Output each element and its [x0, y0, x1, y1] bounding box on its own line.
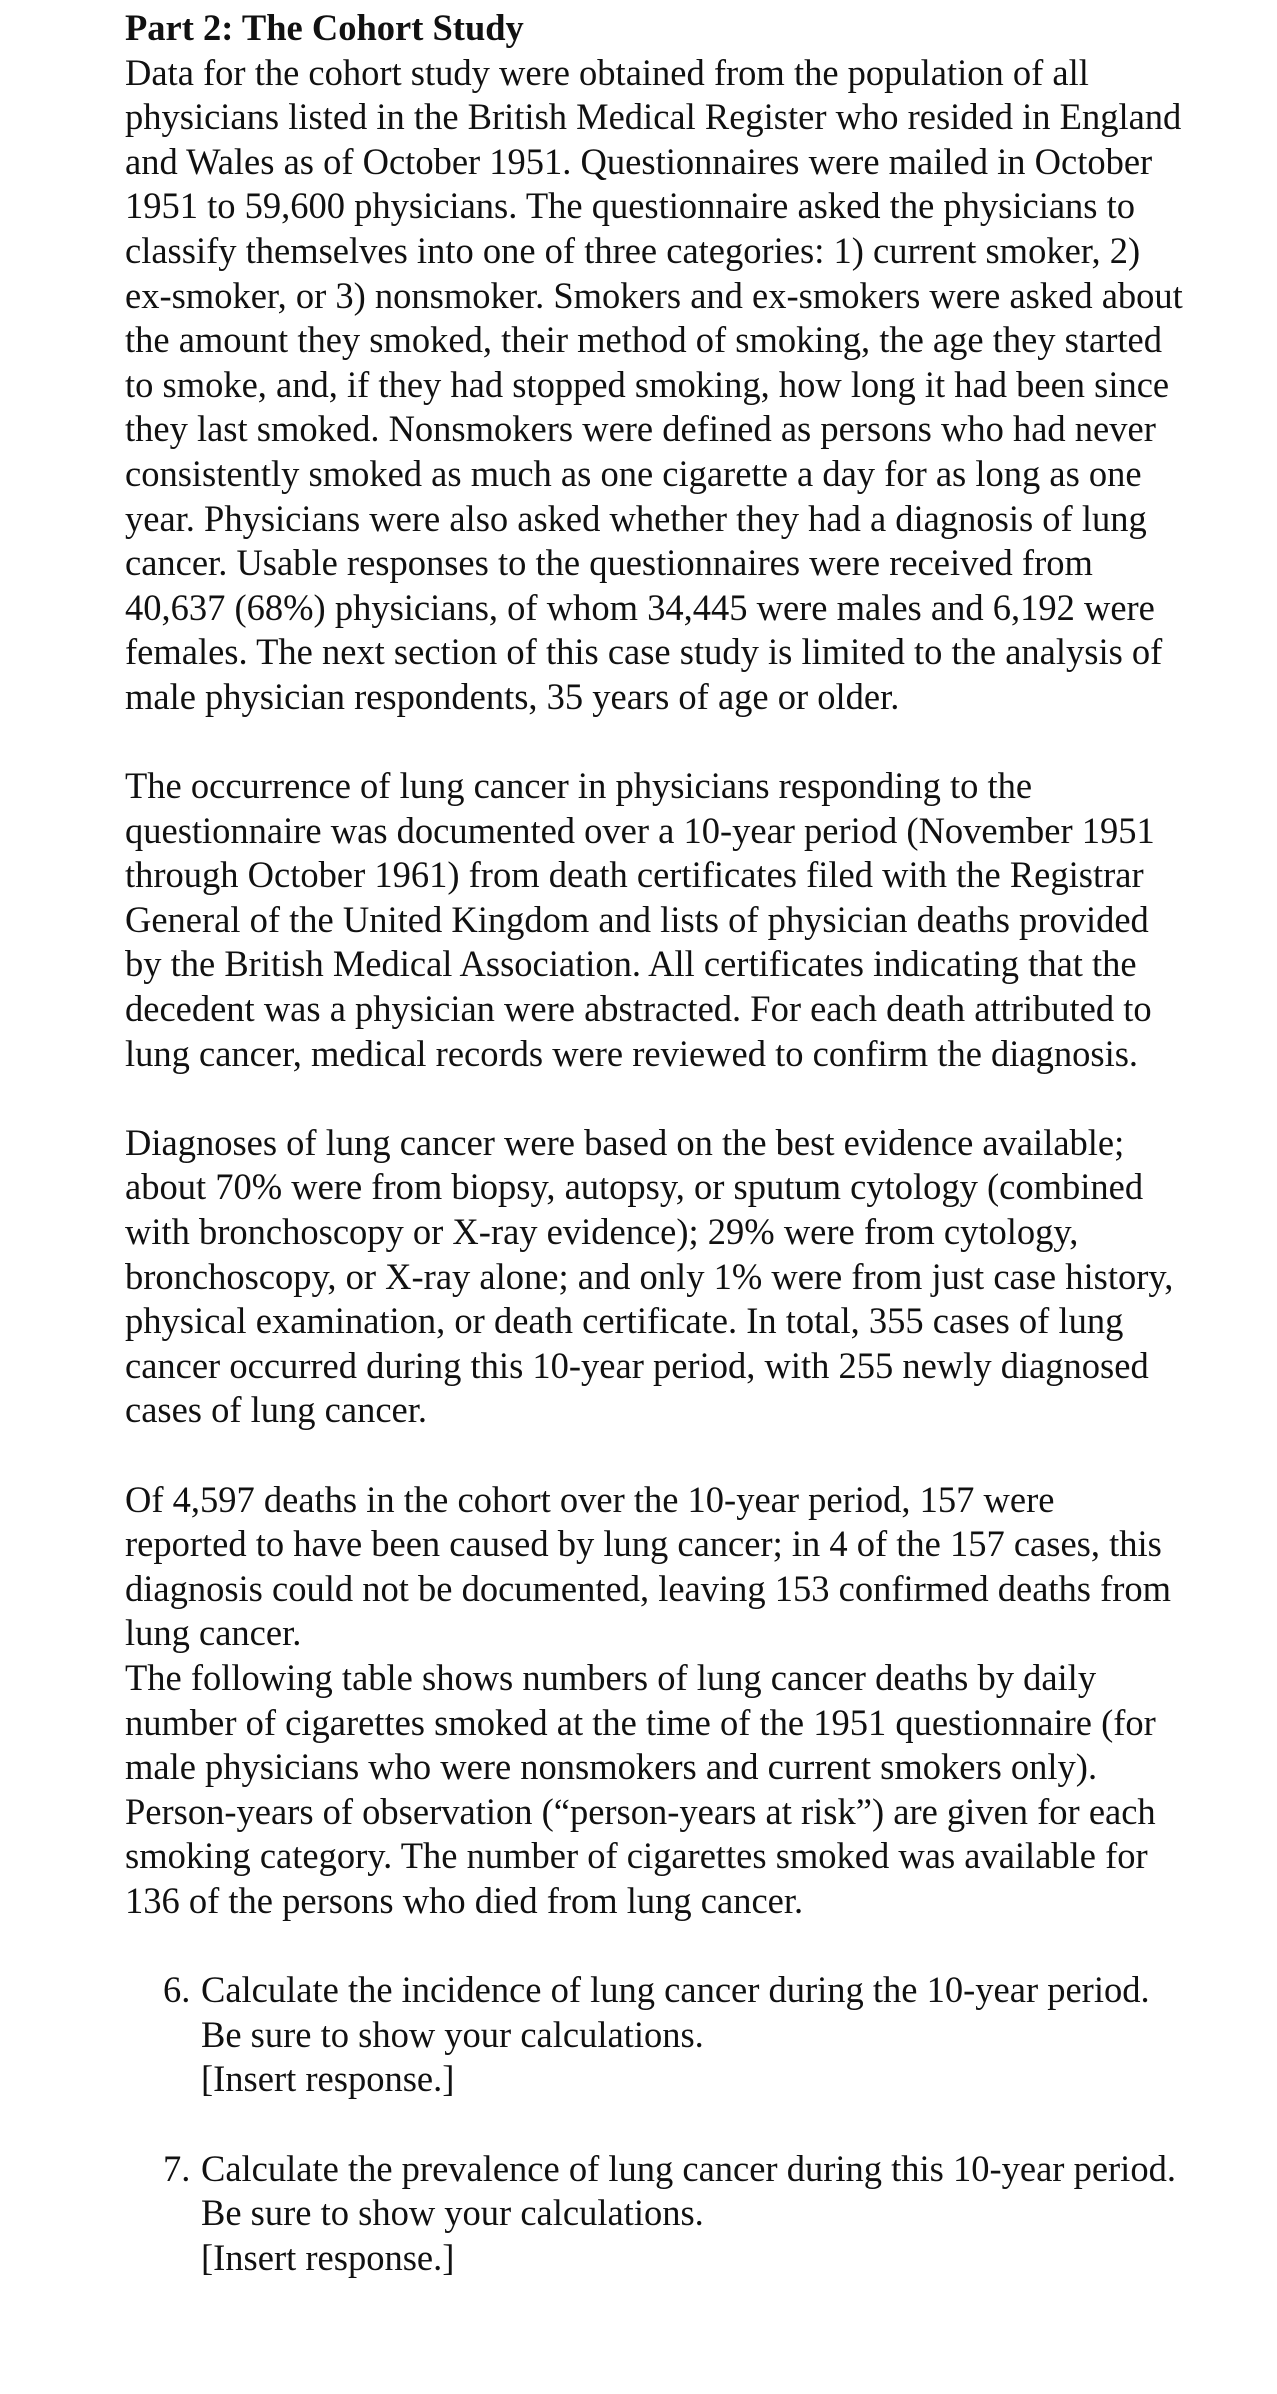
question-text: Calculate the incidence of lung cancer during the 10-year period. Be sure to show your calculations. — [201, 1969, 1150, 2055]
paragraph-lung-cancer-occurrence: The occurrence of lung cancer in physicians responding to the questionnaire was documented over a 10-year period (November 1951 through October 1961) from death certificates filed with the Registrar General of the United Kingdom and lists of physician deaths provided by the British Medical Association. All certificates indicating that the decedent was a physician were abstracted. For each death attributed to lung cancer, medical records were reviewed to confirm the diagnosis. — [125, 765, 1155, 1074]
question-text: Calculate the prevalence of lung cancer during this 10-year period. Be sure to show your calculations. — [201, 2147, 1176, 2234]
response-placeholder[interactable]: [Insert response.] — [201, 2058, 455, 2100]
paragraph-deaths: Of 4,597 deaths in the cohort over the 10-year period, 157 were reported to have been caused by lung cancer; in 4 of the 157 cases, this diagnosis could not be documented, leaving 153 confirmed deaths from lung cancer. — [125, 1478, 1172, 1654]
question-list — [125, 1968, 1185, 2280]
question-item — [163, 1968, 1185, 2102]
question-number: 7. — [163, 2147, 191, 2189]
response-placeholder[interactable]: [Insert response.] — [201, 2236, 455, 2278]
paragraph-data-collection: Data for the cohort study were obtained from the population of all physicians listed in the British Medical Register who resided in England and Wales as of October 1951. Questionnaires were mailed in October 1951 to 59,600 physicians. The questionnaire asked the physicians to classify themselves into one of three categories: 1) current smoker, 2) ex-smoker, or 3) nonsmoker. Smokers and ex-smokers were asked about the amount they smoked, their method of smoking, the age they started to smoke, and, if they had stopped smoking, how long it had been since they last smoked. Nonsmokers were defined as persons who had never consistently smoked as much as one cigarette a day for as long as one year. Physicians were also asked whether they had a diagnosis of lung cancer. Usable responses to the questionnaires were received from 40,637 (68%) physicians, of whom 34,445 were males and 6,192 were females. The next section of this case study is limited to the analysis of male physician respondents, 35 years of age or older. — [125, 51, 1183, 717]
question-item — [163, 2147, 1185, 2281]
paragraph-table-description: The following table shows numbers of lung cancer deaths by daily number of cigarettes smoked at the time of the 1951 questionnaire (for male physicians who were nonsmokers and current smokers only). Person-years of observation (“person-years at risk”) are given for each smoking category. The number of cigarettes smoked was available for 136 of the persons who died from lung cancer. — [125, 1656, 1156, 1921]
paragraph-diagnosis-evidence: Diagnoses of lung cancer were based on the best evidence available; about 70% were from biopsy, autopsy, or sputum cytology (combined with bronchoscopy or X-ray evidence); 29% were from cytology, bronchoscopy, or X-ray alone; and only 1% were from just case history, physical examination, or death certificate. In total, 355 cases of lung cancer occurred during this 10-year period, with 255 newly diagnosed cases of lung cancer. — [125, 1121, 1174, 1431]
document-body — [125, 6, 1185, 2325]
section-title: Part 2: The Cohort Study — [125, 7, 524, 48]
question-number: 6. — [163, 1969, 191, 2011]
